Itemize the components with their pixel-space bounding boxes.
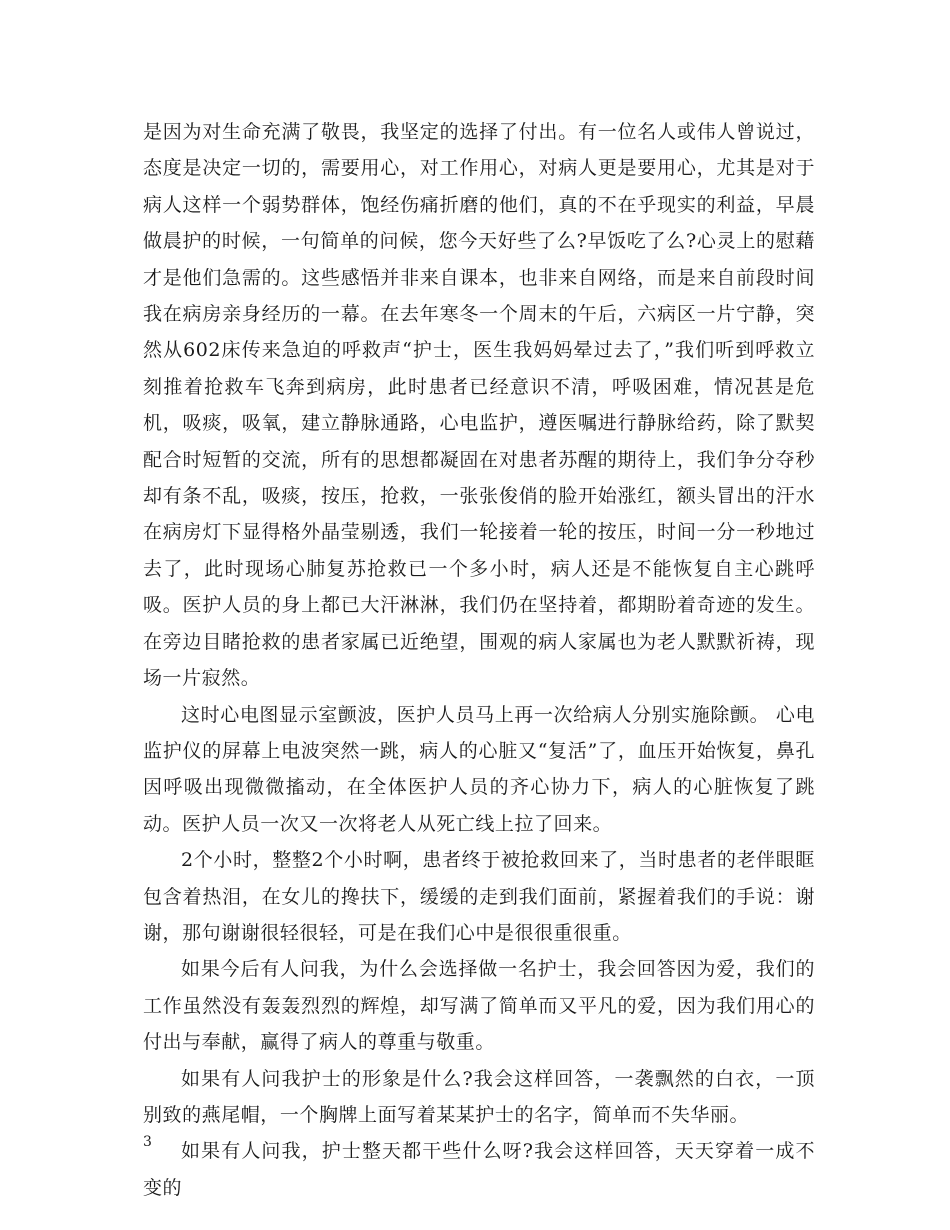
body-text [143, 114, 815, 1206]
paragraph-why-nurse: 如果今后有人问我，为什么会选择做一名护士，我会回答因为爱，我们的工作虽然没有轰轰烈烈的辉煌，却写满了简单而又平凡的爱，因为我们用心的付出与奉献，赢得了病人的尊重与敬重。 [143, 958, 815, 1054]
paragraph-continuation: 是因为对生命充满了敬畏，我坚定的选择了付出。有一位名人或伟人曾说过，态度是决定一切的，需要用心，对工作用心，对病人更是要用心，尤其是对于病人这样一个弱势群体，饱经伤痛折磨的他们，真的不在乎现实的利益，早晨做晨护的时候，一句简单的问候，您今天好些了么?早饭吃了么?心灵上的慰藉才是他们急需的。这些感悟并非来自课本，也非来自网络，而是来自前段时间我在病房亲身经历的一幕。在去年寒冬一个周末的午后，六病区一片宁静，突然从602床传来急迫的呼救声“护士，医生我妈妈晕过去了，”我们听到呼救立刻推着抢救车飞奔到病房，此时患者已经意识不清，呼吸困难，情况甚是危机，吸痰，吸氧，建立静脉通路，心电监护，遵医嘱进行静脉给药，除了默契配合时短暂的交流，所有的思想都凝固在对患者苏醒的期待上，我们争分夺秒却有条不乱，吸痰，按压，抢救，一张张俊俏的脸开始涨红，额头冒出的汗水在病房灯下显得格外晶莹剔透，我们一轮接着一轮的按压，时间一分一秒地过去了，此时现场心肺复苏抢救已一个多小时，病人还是不能恢复自主心跳呼吸。医护人员的身上都已大汗淋淋，我们仍在坚持着，都期盼着奇迹的发生。在旁边目睹抢救的患者家属已近绝望，围观的病人家属也为老人默默祈祷，现场一片寂然。 [143, 121, 815, 690]
paragraph-nurse-daily: 如果有人问我，护士整天都干些什么呀?我会这样回答，天天穿着一成不变的 [143, 1140, 815, 1199]
paragraph-defibrillation: 这时心电图显示室颤波，医护人员马上再一次给病人分别实施除颤。 心电监护仪的屏幕上电波突然一跳，病人的心脏又“复活”了，血压开始恢复，鼻孔因呼吸出现微微搐动，在全体医护人员的齐心协力下，病人的心脏恢复了跳动。医护人员一次又一次将老人从死亡线上拉了回来。 [143, 703, 815, 835]
page-number: 3 [143, 1134, 152, 1150]
paragraph-nurse-image: 如果有人问我护士的形象是什么?我会这样回答，一袭飘然的白衣，一顶别致的燕尾帽，一个胸牌上面写着某某护士的名字，简单而不失华丽。 [143, 1067, 815, 1126]
paragraph-rescued: 2个小时，整整2个小时啊，患者终于被抢救回来了，当时患者的老伴眼眶包含着热泪，在女儿的搀扶下，缓缓的走到我们面前，紧握着我们的手说：谢谢，那句谢谢很轻很轻，可是在我们心中是很很重很重。 [143, 849, 815, 944]
